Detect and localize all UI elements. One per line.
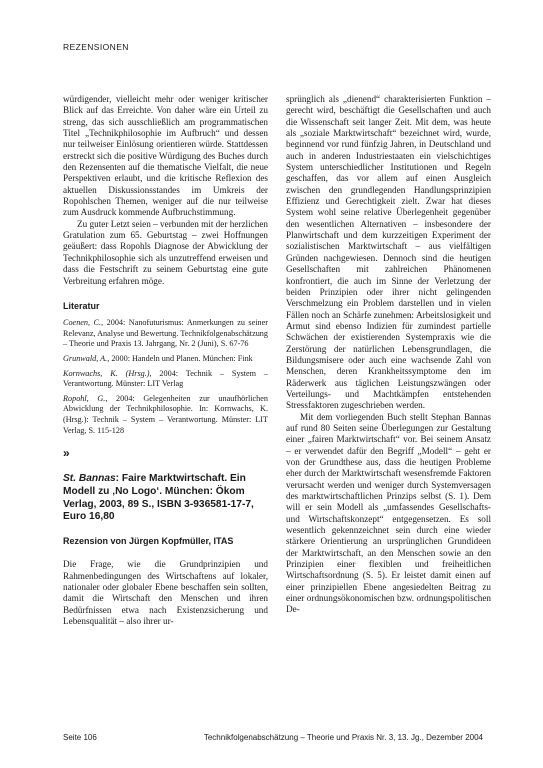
literature-text: , 2004: Technik – System – Verantwortung. Münster: LIT Verlag (63, 368, 268, 389)
body-paragraph: Die Frage, wie die Grundprinzipien und Rahmenbedingungen des Wirtschaftens auf lokaler, nationaler oder globaler Ebene beschaffen sein sollten, damit die Wirtschaft den Menschen und ihren Bedürfnissen etwa nach Existenzsicherung und Lebensqualität – also ihrer ur- (63, 559, 268, 626)
literature-entry (63, 318, 268, 350)
book-title-details: : Faire Marktwirtschaft. Ein Modell zu ‚No Logo‘. München: Ökom Verlag, 2003, 89 S., ISBN 3-936581-17-7, Euro 16,80 (63, 473, 254, 523)
right-column (286, 94, 491, 616)
literature-entry (63, 354, 268, 365)
reviewer-line: Rezension von Jürgen Kopfmüller, ITAS (63, 535, 234, 546)
literature-text: , 2000: Handeln und Planen. München: Fink (107, 353, 253, 363)
body-paragraph: würdigender, vielleicht mehr oder weniger kritischer Blick auf das Erreichte. Von daher wäre ein Urteil zu streng, das sich ausschließlich am programmatischen Titel „Technikphilosophie im Aufbruch“ und dessen nur teilweiser Einlösung orientieren würde. Stattdessen erstreckt sich die positive Würdigung des Buches durch den Rezensenten auf die thematische Vielfalt, die neue Perspektiven erlaubt, und die kritische Reflexion des aktuellen Diskussionsstandes im Umkreis der Ropohlschen Themen, weniger auf die nur teilweise zum Ausdruck kommende Aufbruchstimmung. (63, 94, 268, 218)
literature-author: Grunwald, A. (63, 353, 108, 363)
literature-text: , 2004: Nanofuturismus: Anmerkungen zu seiner Relevanz, Analyse und Bewertung. Technikfolgenabschätzung – Theorie und Praxis 13. Jahrgang, Nr. 2 (Juni), S. 67-76 (63, 318, 268, 349)
literature-heading: Literatur (63, 300, 100, 311)
literature-author: Coenen, C. (63, 318, 102, 328)
literature-entry (63, 394, 268, 436)
journal-citation: Technikfolgenabschätzung – Theorie und Praxis Nr. 3, 13. Jg., Dezember 2004 (203, 733, 483, 742)
body-paragraph: Mit dem vorliegenden Buch stellt Stephan Bannas auf rund 80 Seiten seine Überlegungen zur Gestaltung einer „fairen Marktwirtschaft“ vor. Bei seinem Ansatz – er verwendet dafür den Begriff „Modell“ – geht er von der Grundthese aus, dass die heutigen Probleme eher durch der Marktwirtschaft wesensfremde Faktoren verursacht werden und weniger durch Systemversagen des marktwirtschaftlichen Prinzips selbst (S. 1). Dem will er sein Modell als „umfassendes Gesellschafts- und Wirtschaftskonzept“ entgegensetzen. Es soll wesentlich gekennzeichnet sein durch eine wieder stärkere Orientierung an ursprünglichen Grundideen der Marktwirtschaft, an den Menschen sowie an den Prinzipien einer flexiblen und freiheitlichen Wirtschaftsordnung (S. 5). Er leistet damit einen auf einer prinzipiellen Ebene angesiedelten Beitrag zu einer ordnungsökonomischen bzw. ordnungspolitischen De- (286, 411, 491, 615)
section-header: REZENSIONEN (63, 42, 129, 52)
review-marker: » (63, 446, 70, 461)
page-number: Seite 106 (63, 733, 97, 742)
literature-entry (63, 369, 268, 390)
literature-author: Ropohl, G. (63, 393, 106, 403)
literature-author: Kornwachs, K. (Hrsg.) (63, 368, 150, 378)
book-author: St. Bannas (63, 473, 116, 485)
body-paragraph: Zu guter Letzt seien – verbunden mit der herzlichen Gratulation zum 65. Geburtstag – zwei Hoffnungen geäußert: dass Ropohls Diagnose der Abwicklung der Technikphilosophie sich als unzutreffend erweisen und dass die Festschrift zu seinem Geburtstag eine gute Verbreitung erfahren möge. (63, 218, 268, 286)
literature-text: , 2004: Gelegenheiten zur unaufhörlichen Abwicklung der Technikphilosophie. In: Kornwachs, K. (Hrsg.): Technik – System – Verantwortung. Münster: LIT Verlag, S. 115-128 (63, 393, 268, 435)
body-paragraph: sprünglich als „dienend“ charakterisierten Funktion – gerecht wird, beschäftigt die Gesellschaften und auch die Wissenschaft seit langer Zeit. Mit dem, was heute als „soziale Marktwirtschaft“ bezeichnet wird, wurde, beginnend vor rund fünfzig Jahren, in Deutschland und auch in anderen Industriestaaten ein vielschichtiges System unterschiedlicher Institutionen und Regeln geschaffen, das vor allem auf einen Ausgleich zwischen den grundlegenden Handlungsprinzipien Effizienz und Gerechtigkeit zielt. Zwar hat dieses System wohl seine relative Überlegenheit gegenüber den wesentlichen Alternativen – insbesondere der Planwirtschaft und dem kurzzeitigen Experiment der sozialistischen Marktwirtschaft – aus vielfältigen Gründen nachgewiesen. Dennoch sind die heutigen Gesellschaften mit zahlreichen Phänomenen konfrontiert, die auch im Sinne der Verletzung der beiden Prinzipien oder ihrer nicht gelingenden Verschmelzung ein Problem darstellen und in vielen Fällen noch an Schärfe zunehmen: Arbeitslosigkeit und Armut sind ebenso Indizien für zumindest partielle Schwächen der existierenden Systempraxis wie die Zerstörung der natürlichen Lebensgrundlagen, die Bildungsmisere oder auch eine wachsende Zahl von Menschen, deren Krankheitssymptome den im Räderwerk aus täglichen Leistungszwängen oder Verteilungs- und Machtkämpfen entstehenden Stressfaktoren zugeschrieben werden. (286, 94, 491, 411)
left-column (63, 94, 268, 627)
book-title (63, 473, 268, 523)
